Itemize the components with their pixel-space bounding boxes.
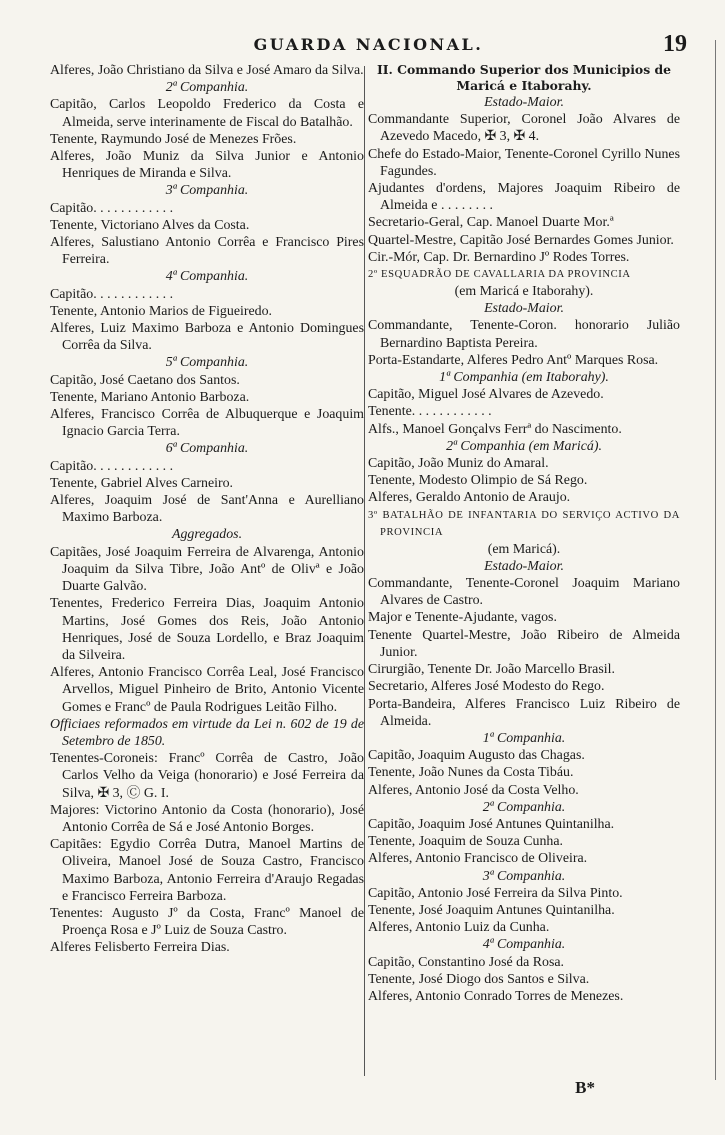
text-entry: Commandante, Tenente-Coron. honorario Julião Bernardino Baptista Pereira.: [368, 318, 680, 351]
text-entry: Alferes, Antonio Luiz da Cunha.: [368, 920, 550, 936]
section-subheading: (em Maricá e Itaborahy).: [454, 284, 594, 300]
text-entry: Chefe do Estado-Maior, Tenente-Coronel Cyrillo Nunes Fagundes.: [368, 146, 680, 179]
text-entry: Tenente. . . . . . . . . . . .: [368, 404, 492, 420]
text-entry: Capitão, João Muniz do Amaral.: [368, 456, 549, 472]
text-entry: Tenente, José Joaquim Antunes Quintanilha.: [368, 902, 615, 918]
text-entry: Capitão. . . . . . . . . . . .: [50, 200, 174, 216]
section-heading: 6ª Companhia.: [165, 441, 249, 457]
battalion-heading: 2º ESQUADRÃO DE CAVALLARIA DA PROVINCIA: [368, 269, 631, 281]
text-entry: Alferes, Geraldo Antonio de Araujo.: [368, 490, 571, 506]
battalion-heading: 3º BATALHÃO DE INFANTARIA DO SERVIÇO ACTIVO DA PROVINCIA: [368, 509, 680, 538]
text-entry: Capitão. . . . . . . . . . . .: [50, 286, 174, 302]
text-entry: Alferes, Joaquim José de Sant'Anna e Aurelliano Maximo Barboza.: [50, 493, 364, 526]
text-entry: Capitão, Constantino José da Rosa.: [368, 954, 564, 970]
text-entry: Tenente, Gabriel Alves Carneiro.: [50, 475, 234, 491]
text-entry: Alferes, João Christiano da Silva e José Amaro da Silva.: [50, 63, 364, 78]
section-heading: 1ª Companhia.: [482, 730, 566, 746]
text-entry: Alferes, Antonio Conrado Torres de Menezes.: [368, 988, 624, 1004]
section-heading: Estado-Maior.: [484, 558, 564, 574]
text-entry: Porta-Bandeira, Alferes Francisco Luiz Ribeiro de Almeida.: [368, 696, 680, 729]
text-entry: Tenentes-Coroneis: Francº Corrêa de Castro, João Carlos Velho da Veiga (honorario) e José Ferreira da Silva, ✠ 3, Ⓒ G. I.: [50, 751, 364, 801]
text-entry: Porta-Estandarte, Alferes Pedro Antº Marques Rosa.: [368, 352, 659, 368]
left-column: [50, 62, 364, 957]
right-column: [368, 62, 680, 1005]
text-entry: Capitão, Carlos Leopoldo Frederico da Costa e Almeida, serve interinamente de Fiscal do Batalhão.: [50, 97, 364, 130]
text-entry: Cirurgião, Tenente Dr. João Marcello Brasil.: [368, 662, 615, 678]
text-entry: Quartel-Mestre, Capitão José Bernardes Gomes Junior.: [368, 232, 674, 248]
text-entry: Tenentes: Augusto Jº da Costa, Francº Manoel de Proença Rosa e Jº Luiz de Souza Castro.: [50, 905, 364, 939]
text-entry: Commandante Superior, Coronel João Alvares de Azevedo Macedo, ✠ 3, ✠ 4.: [368, 112, 680, 145]
italic-note: Officiaes reformados em virtude da Lei n. 602 de 19 de Setembro de 1850.: [50, 716, 364, 749]
text-entry: Tenente, Joaquim de Souza Cunha.: [368, 834, 563, 850]
text-entry: Tenente Quartel-Mestre, João Ribeiro de Almeida Junior.: [368, 627, 680, 660]
text-entry: Capitão, Joaquim Augusto das Chagas.: [368, 748, 585, 764]
section-subheading: (em Maricá).: [487, 541, 561, 557]
section-heading: 2ª Companhia.: [165, 80, 249, 96]
column-divider: [364, 66, 365, 1076]
text-entry: Capitão. . . . . . . . . . . .: [50, 458, 174, 474]
text-entry: Tenentes, Frederico Ferreira Dias, Joaquim Antonio Martins, José Gomes dos Reis, João Antonio Henriques, José de Souza Lordello, e Braz Joaquim da Silveira.: [50, 596, 364, 663]
section-heading: 2ª Companhia.: [482, 799, 566, 815]
text-entry: Cir.-Mór, Cap. Dr. Bernardino Jº Rodes Torres.: [368, 249, 630, 265]
section-heading: 1ª Companhia (em Itaborahy).: [439, 370, 609, 386]
section-heading: 2ª Companhia (em Maricá).: [446, 438, 602, 454]
section-heading: 3ª Companhia.: [165, 183, 249, 199]
text-entry: Tenente, Victoriano Alves da Costa.: [50, 217, 250, 233]
text-entry: Capitão, Joaquim José Antunes Quintanilha.: [368, 816, 615, 832]
page-title: GUARDA NACIONAL.: [253, 35, 484, 54]
page-number: 19: [663, 31, 687, 57]
text-entry: Secretario, Alferes José Modesto do Rego.: [368, 679, 605, 695]
text-entry: Tenente, Modesto Olimpio de Sá Rego.: [368, 473, 588, 489]
text-entry: Alferes, Francisco Corrêa de Albuquerque e Joaquim Ignacio Garcia Terra.: [50, 407, 364, 440]
text-entry: Tenente, Mariano Antonio Barboza.: [50, 389, 250, 405]
signature-mark: B*: [575, 1078, 595, 1097]
text-entry: Alferes, Antonio Francisco de Oliveira.: [368, 851, 588, 867]
text-entry: Majores: Victorino Antonio da Costa (honorario), José Antonio Corrêa de Sá e José Antonio Borges.: [50, 802, 364, 835]
text-entry: Alfs., Manoel Gonçalvs Ferrª do Nascimento.: [368, 421, 622, 437]
section-heading: 3ª Companhia.: [482, 868, 566, 884]
text-entry: Capitão, Antonio José Ferreira da Silva Pinto.: [368, 885, 623, 901]
text-entry: Alferes, Antonio Francisco Corrêa Leal, José Francisco Arvellos, Miguel Pinheiro de Brito, Antonio Vicente Gomes e Francº de Paula Rodrigues Leitão Filho.: [50, 665, 364, 715]
text-entry: Alferes, Luiz Maximo Barboza e Antonio Domingues Corrêa da Silva.: [50, 321, 364, 354]
text-entry: Capitão, Miguel José Alvares de Azevedo.: [368, 387, 604, 403]
text-entry: Capitão, José Caetano dos Santos.: [50, 372, 240, 388]
text-entry: Capitães, José Joaquim Ferreira de Alvarenga, Antonio Joaquim da Silva Tibre, João Antº de Olivª e João Duarte Galvão.: [50, 544, 364, 595]
text-entry: Ajudantes d'ordens, Majores Joaquim Ribeiro de Almeida e . . . . . . . .: [368, 181, 680, 214]
text-entry: Secretario-Geral, Cap. Manoel Duarte Mor.ª: [368, 215, 614, 231]
page-edge-rule: [715, 40, 716, 1080]
section-heading: 4ª Companhia.: [165, 269, 249, 285]
text-entry: Alferes, Antonio José da Costa Velho.: [368, 782, 579, 798]
section-heading: 4ª Companhia.: [482, 937, 566, 953]
text-entry: Tenente, Raymundo José de Menezes Frões.: [50, 131, 297, 147]
page-header: [50, 31, 687, 65]
command-heading: II. Commando Superior dos Municipios de Maricá e Itaborahy.: [376, 62, 672, 93]
section-heading: Estado-Maior.: [484, 301, 564, 317]
section-heading: Estado-Maior.: [484, 95, 564, 110]
text-entry: Tenente, João Nunes da Costa Tibáu.: [368, 765, 574, 781]
section-heading: 5ª Companhia.: [165, 355, 249, 371]
text-entry: Major e Tenente-Ajudante, vagos.: [368, 610, 557, 626]
text-entry: Tenente, Antonio Marios de Figueiredo.: [50, 303, 273, 319]
text-entry: Alferes Felisberto Ferreira Dias.: [50, 940, 230, 956]
section-heading: Aggregados.: [171, 527, 243, 543]
text-entry: Commandante, Tenente-Coronel Joaquim Mariano Alvares de Castro.: [368, 576, 680, 609]
text-entry: Alferes, Salustiano Antonio Corrêa e Francisco Pires Ferreira.: [50, 235, 364, 268]
text-entry: Alferes, João Muniz da Silva Junior e Antonio Henriques de Miranda e Silva.: [50, 149, 364, 182]
text-entry: Tenente, José Diogo dos Santos e Silva.: [368, 971, 590, 987]
text-entry: Capitães: Egydio Corrêa Dutra, Manoel Martins de Oliveira, Manoel José de Souza Castro, Francisco Maximo Barboza, Antonio Ferreira d'Araujo Regadas e Francisco Ferreira Barboza.: [50, 837, 364, 904]
